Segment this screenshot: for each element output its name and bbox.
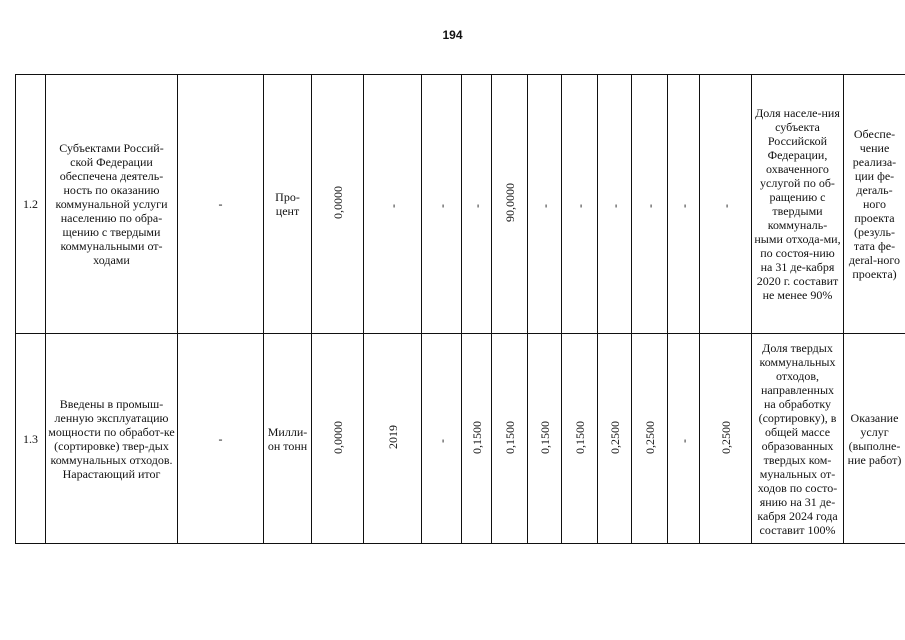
result-name: Субъектами Россий-ской Федерации обеспечена деятель-ность по оказанию коммунальной услуги населению по обра-щению с твердыми коммунальными от-ходами — [46, 75, 178, 334]
row-number: 1.2 — [16, 75, 46, 334]
type-cell: Обеспе-чение реализа-ции фе-деraль-ного проекта (резуль-тата фе-деral-ного проекта) — [844, 75, 905, 334]
dash-cell: - — [178, 75, 264, 334]
value-cell: - — [700, 75, 752, 334]
value-cell: - — [632, 75, 668, 334]
table-row — [16, 334, 905, 544]
value-cell: 0,2500 — [598, 334, 632, 544]
value-cell: - — [462, 75, 492, 334]
page-number: 194 — [442, 28, 463, 42]
value-cell: 90,0000 — [492, 75, 528, 334]
data-table — [15, 74, 905, 544]
value-cell: - — [528, 75, 562, 334]
value-cell: 2019 — [364, 334, 422, 544]
table-row — [16, 75, 905, 334]
result-name: Введены в промыш-ленную эксплуатацию мощности по обработ-ке (сортировке) твер-дых коммунальных отходов. Нарастающий итог — [46, 334, 178, 544]
value-cell: - — [422, 334, 462, 544]
value-cell: 0,0000 — [312, 75, 364, 334]
value-cell: - — [668, 75, 700, 334]
value-cell: 0,1500 — [562, 334, 598, 544]
value-cell: - — [668, 334, 700, 544]
value-cell: 0,0000 — [312, 334, 364, 544]
unit-cell: Про-цент — [264, 75, 312, 334]
value-cell: - — [562, 75, 598, 334]
type-cell: Оказание услуг (выполне-ние работ) — [844, 334, 905, 544]
row-number: 1.3 — [16, 334, 46, 544]
value-cell: 0,1500 — [462, 334, 492, 544]
value-cell: 0,1500 — [492, 334, 528, 544]
value-cell: - — [422, 75, 462, 334]
unit-cell: Милли-он тонн — [264, 334, 312, 544]
value-cell: 0,1500 — [528, 334, 562, 544]
value-cell: 0,2500 — [632, 334, 668, 544]
value-cell: 0,2500 — [700, 334, 752, 544]
dash-cell: - — [178, 334, 264, 544]
indicator-cell: Доля населе-ния субъекта Российской Федерации, охваченного услугой по об-ращению с твердыми коммуналь-ными отхода-ми, по состоя-нию на 31 де-кабря 2020 г. составит не менее 90% — [752, 75, 844, 334]
indicator-cell: Доля твердых коммунальных отходов, направленных на обработку (сортировку), в общей массе образованных твердых ком-мунальных от-ходов по состо-янию на 31 де-кабря 2024 года составит 100% — [752, 334, 844, 544]
value-cell: - — [364, 75, 422, 334]
value-cell: - — [598, 75, 632, 334]
